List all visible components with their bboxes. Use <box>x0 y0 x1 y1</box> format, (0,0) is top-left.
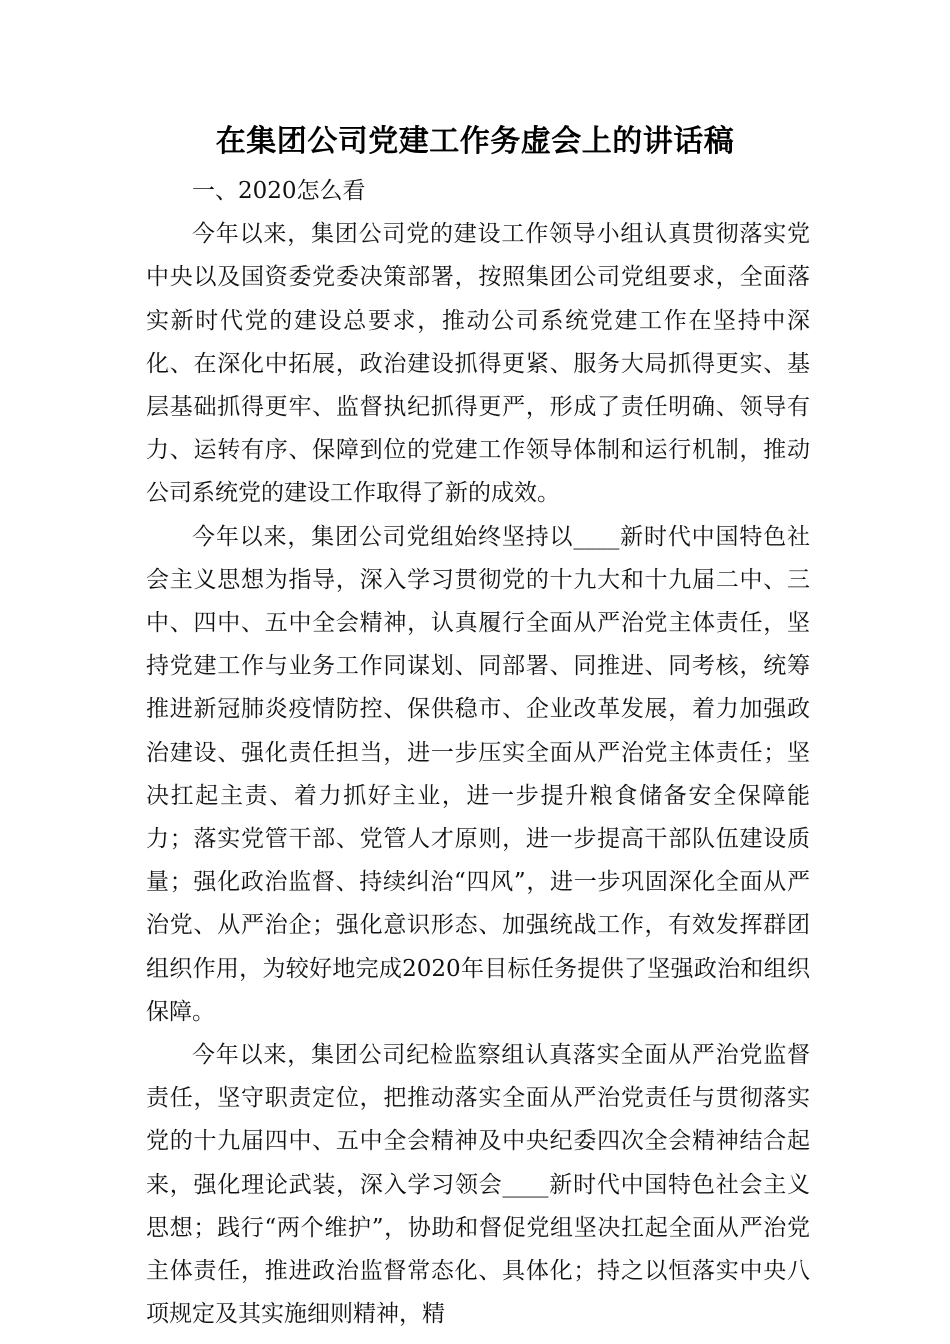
paragraph-2: 今年以来，集团公司党组始终坚持以____新时代中国特色社会主义思想为指导，深入学习贯彻党的十九大和十九届二中、三中、四中、五中全会精神，认真履行全面从严治党主体责任，坚持党建工作与业务工作同谋划、同部署、同推进、同考核，统筹推进新冠肺炎疫情防控、保供稳市、企业改革发展，着力加强政治建设、强化责任担当，进一步压实全面从严治党主体责任；坚决扛起主责、着力抓好主业，进一步提升粮食储备安全保障能力；落实党管干部、党管人才原则，进一步提高干部队伍建设质量；强化政治监督、持续纠治“四风”，进一步巩固深化全面从严治党、从严治企；强化意识形态、加强统战工作，有效发挥群团组织作用，为较好地完成2020年目标任务提供了坚强政治和组织保障。 <box>146 523 810 1025</box>
paragraph-1: 今年以来，集团公司党的建设工作领导小组认真贯彻落实党中央以及国资委党委决策部署，按照集团公司党组要求，全面落实新时代党的建设总要求，推动公司系统党建工作在坚持中深化、在深化中拓展，政治建设抓得更紧、服务大局抓得更实、基层基础抓得更牢、监督执纪抓得更严，形成了责任明确、领导有力、运转有序、保障到位的党建工作领导体制和运行机制，推动公司系统党的建设工作取得了新的成效。 <box>146 221 810 507</box>
paragraph-3: 今年以来，集团公司纪检监察组认真落实全面从严治党监督责任，坚守职责定位，把推动落实全面从严治党责任与贯彻落实党的十九届四中、五中全会精神及中央纪委四次全会精神结合起来，强化理论武装，深入学习领会____新时代中国特色社会主义思想；践行“两个维护”，协助和督促党组坚决扛起全面从严治党主体责任，推进政治监督常态化、具体化；持之以恒落实中央八项规定及其实施细则精神，精 <box>146 1042 810 1328</box>
document-body <box>146 170 810 1336</box>
document-title: 在集团公司党建工作务虚会上的讲话稿 <box>215 124 735 159</box>
section-heading: 一、2020怎么看 <box>192 178 366 204</box>
